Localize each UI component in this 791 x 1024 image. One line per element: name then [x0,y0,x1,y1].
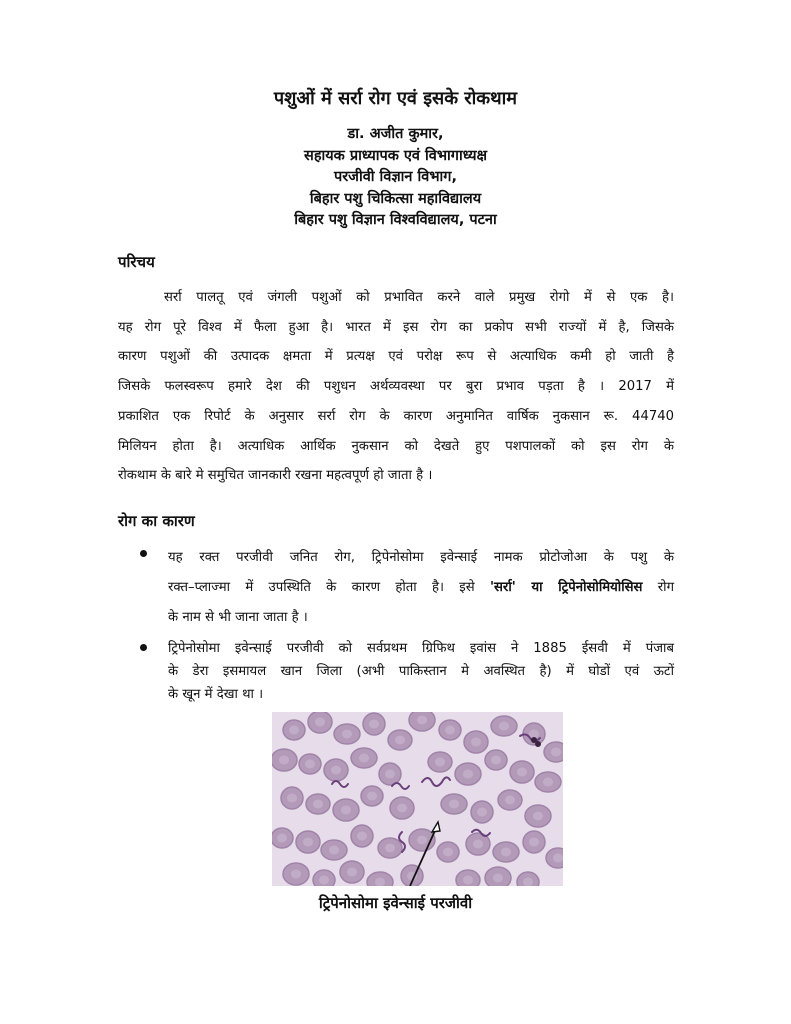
author-department: परजीवी विज्ञान विभाग, [334,169,457,185]
red-blood-cell [351,748,377,768]
paragraph-line: सर्रा पालतू एवं जंगली पशुओं को प्रभावित करने वाले प्रमुख रोगो में से एक है। [164,290,674,305]
bullet-icon [140,644,147,651]
red-blood-cell [390,797,414,819]
red-blood-cell [535,772,561,792]
figure-caption: ट्रिपेनोसोमा इवेन्साई परजीवी [318,894,473,912]
red-blood-cell [306,794,330,814]
author-name: डा. अजीत कुमार, [347,126,444,142]
red-blood-cell [439,720,461,740]
bullet-line: ट्रिपेनोसोमा इवेन्साई परजीवी को सर्वप्रथम ग्रिफिथ इवांस ने 1885 ईसवी में पंजाब [168,641,674,656]
author-university: बिहार पशु विज्ञान विश्वविद्यालय, पटना [294,212,497,228]
red-blood-cell [378,838,402,858]
bullet-text [168,543,674,633]
author-designation: सहायक प्राध्यापक एवं विभागाध्यक्ष [304,147,487,164]
disease-name-emphasis: 'सर्रा' या ट्रिपेनोसोमियोसिस [489,580,643,595]
red-blood-cell [334,724,360,744]
paragraph-line: रोकथाम के बारे मे समुचित जानकारी रखना महत्वपूर्ण हो जाता है । [118,468,433,484]
red-blood-cell [493,842,519,862]
red-blood-cell [272,828,293,848]
blood-smear-micrograph [272,712,563,886]
red-blood-cell [283,863,309,885]
bullet-text [168,637,674,706]
red-blood-cell [437,842,459,862]
red-blood-cell [485,867,511,886]
paragraph-line: कारण पशुओं की उत्पादक क्षमता में प्रत्यक्ष एवं परोक्ष रूप से अत्याधिक कमी हो जाती है [118,349,674,365]
red-blood-cell [546,848,563,868]
red-blood-cell [456,870,480,886]
red-blood-cell [379,763,401,785]
introduction-paragraph [118,283,674,491]
red-blood-cell [361,786,383,806]
paragraph-line: मिलियन होता है। अत्याधिक आर्थिक नुकसान को देखते हुए पशपालकों को इस रोग के [118,438,674,454]
red-blood-cell [299,754,321,774]
red-blood-cell [510,761,534,783]
red-blood-cell [525,805,551,827]
red-blood-cell [351,825,373,847]
red-blood-cell [321,840,347,860]
red-blood-cell [272,749,297,771]
red-blood-cell [367,872,393,886]
red-blood-cell [313,870,335,886]
bullet-line: के खून में देखा था । [168,687,264,702]
stain-debris [535,741,541,747]
red-blood-cell [281,787,303,809]
bullet-line: के नाम से भी जाना जाता है । [168,610,308,625]
red-blood-cell [498,790,522,810]
bullet-line: रक्त–प्लाज्मा में उपस्थिति के कारण होता है। इसे 'सर्रा' या ट्रिपेनोसोमियोसिस रोग [168,580,674,595]
author-block [0,124,791,232]
red-blood-cell [428,752,452,772]
bullet-line: यह रक्त परजीवी जनित रोग, ट्रिपेनोसोमा इवेन्साई नामक प्रोटोजोआ के पशु के [168,550,674,565]
red-blood-cell [517,872,539,886]
red-blood-cell [491,716,517,736]
red-blood-cell [471,801,493,823]
red-blood-cell [308,712,332,733]
paragraph-line: प्रकाशित एक रिपोर्ट के अनुसार सर्रा रोग के कारण अनुमानित वार्षिक नुकसान रू. 44740 [118,408,674,424]
red-blood-cell [340,861,364,883]
red-blood-cell [283,720,305,740]
red-blood-cell [324,759,348,781]
introduction-heading: परिचय [118,253,155,271]
document-title: पशुओं में सर्रा रोग एवं इसके रोकथाम [273,88,518,109]
red-blood-cell [388,730,412,750]
red-blood-cell [544,742,563,762]
red-blood-cell [485,750,507,770]
micrograph-image [272,712,563,886]
red-blood-cell [296,831,320,853]
red-blood-cell [333,799,359,821]
red-blood-cell [523,831,545,853]
red-blood-cell [464,731,488,753]
paragraph-line: जिसके फलस्वरूप हमारे देश की पशुधन अर्थव्यवस्था पर बुरा प्रभाव पड़ता है । 2017 में [118,379,674,395]
red-blood-cell [455,763,481,785]
author-college: बिहार पशु चिकित्सा महाविद्यालय [309,190,482,207]
red-blood-cell [409,712,435,731]
bullet-icon [140,550,147,557]
paragraph-line: यह रोग पूरे विश्व में फैला हुआ है। भारत में इस रोग का प्रकोप सभी राज्यों में है, जिसके [118,319,674,335]
bullet-line: के डेरा इसमायल खान जिला (अभी पाकिस्तान मे अवस्थित है) में घोडों एवं ऊटों [168,664,674,679]
cause-heading: रोग का कारण [118,512,195,530]
red-blood-cell [441,794,467,814]
red-blood-cell [363,713,385,735]
